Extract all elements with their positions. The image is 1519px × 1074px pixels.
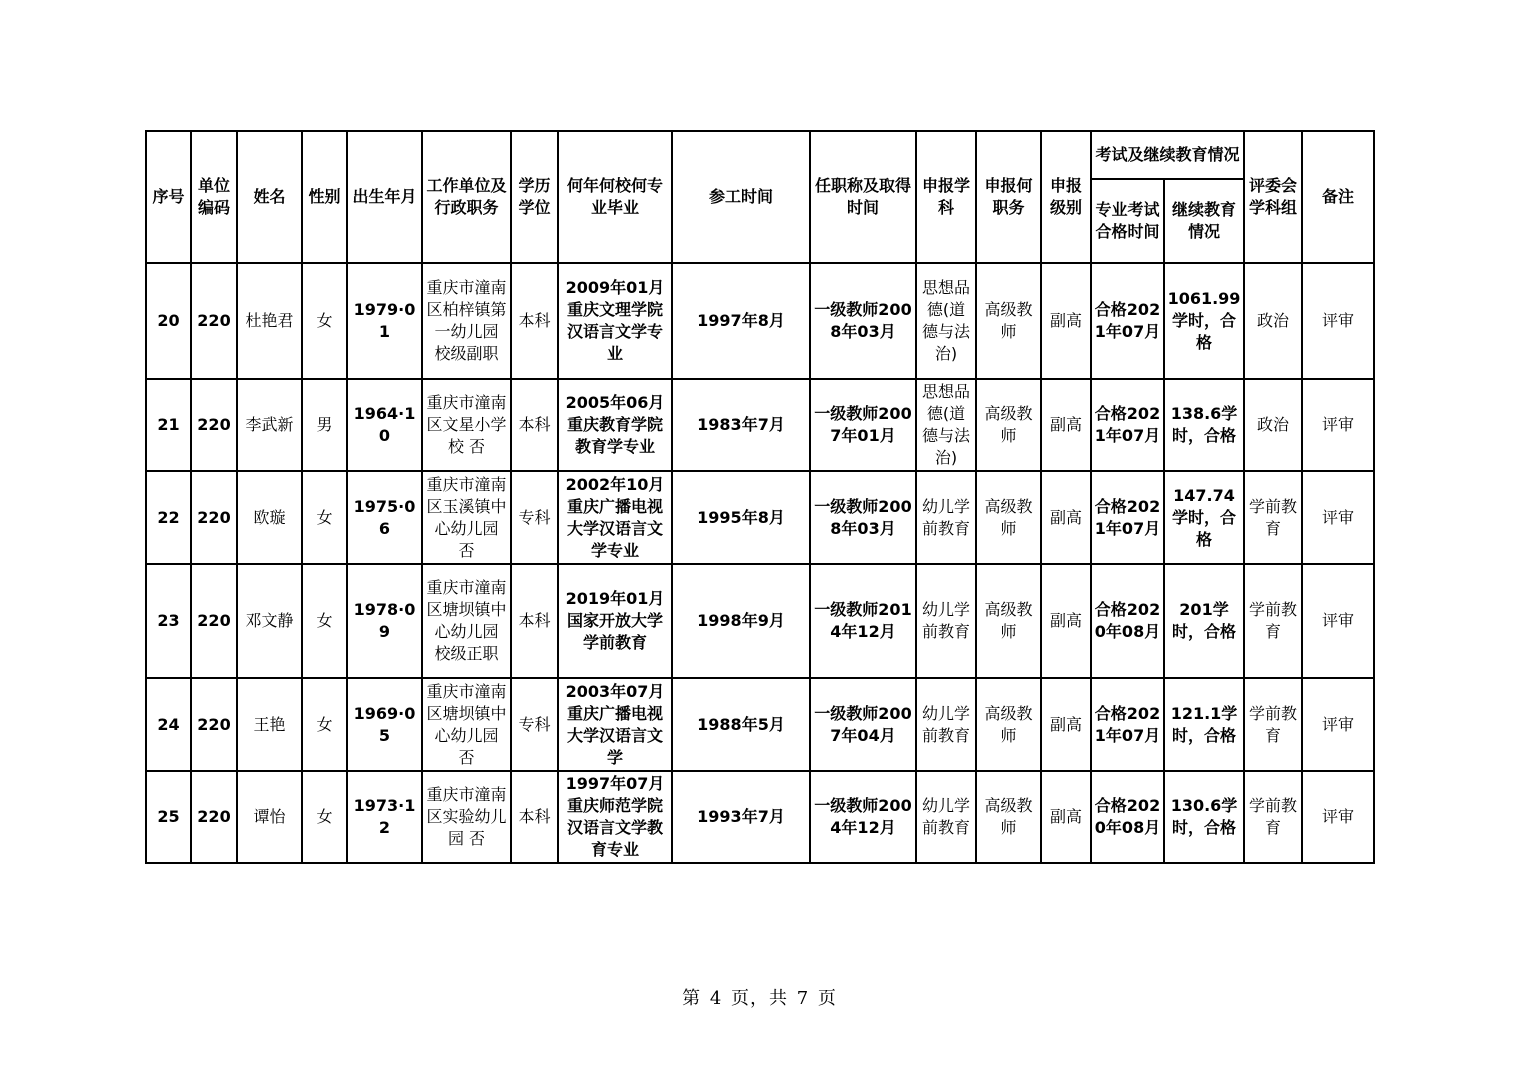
cell-work-start: 1983年7月: [672, 379, 810, 471]
cell-committee: 政治: [1244, 263, 1302, 379]
cell-seq: 23: [146, 564, 191, 678]
cell-title-time: 一级教师2014年12月: [810, 564, 916, 678]
cell-committee: 政治: [1244, 379, 1302, 471]
cell-level: 副高: [1041, 564, 1091, 678]
cell-education: 专科: [511, 471, 558, 564]
cell-committee: 学前教育: [1244, 678, 1302, 771]
cell-cont-edu: 147.74学时，合格: [1164, 471, 1244, 564]
cell-birth: 1969·05: [347, 678, 422, 771]
footer-suffix: 页: [817, 988, 837, 1009]
col-name: 姓名: [237, 131, 302, 263]
col-education: 学历学位: [511, 131, 558, 263]
cell-workplace: 重庆市潼南区实验幼儿园 否: [422, 771, 511, 863]
cell-education: 本科: [511, 263, 558, 379]
col-committee: 评委会学科组: [1244, 131, 1302, 263]
table-row: [146, 564, 1374, 678]
cell-workplace: 重庆市潼南区塘坝镇中心幼儿园 否: [422, 678, 511, 771]
cell-unit-code: 220: [191, 678, 237, 771]
cell-remark: 评审: [1302, 471, 1374, 564]
col-title-time: 任职称及取得时间: [810, 131, 916, 263]
cell-education: 本科: [511, 771, 558, 863]
footer-prefix: 第: [682, 988, 702, 1009]
cell-exam-pass: 合格2020年08月: [1091, 564, 1164, 678]
cell-unit-code: 220: [191, 379, 237, 471]
col-subject: 申报学科: [916, 131, 976, 263]
cell-subject: 幼儿学前教育: [916, 471, 976, 564]
cell-subject: 幼儿学前教育: [916, 678, 976, 771]
cell-level: 副高: [1041, 471, 1091, 564]
cell-remark: 评审: [1302, 771, 1374, 863]
table-row: [146, 678, 1374, 771]
cell-position: 高级教师: [976, 263, 1041, 379]
cell-workplace: 重庆市潼南区玉溪镇中心幼儿园 否: [422, 471, 511, 564]
cell-position: 高级教师: [976, 471, 1041, 564]
cell-title-time: 一级教师2004年12月: [810, 771, 916, 863]
cell-subject-text: 思想品德(道德与法治): [921, 382, 970, 467]
cell-position: 高级教师: [976, 678, 1041, 771]
cell-subject: 思想品德(道德与法治): [916, 263, 976, 379]
cell-graduation: 2003年07月重庆广播电视大学汉语言文学: [558, 678, 672, 771]
applicant-table: [145, 130, 1375, 864]
col-unit-code: 单位编码: [191, 131, 237, 263]
cell-subject: 幼儿学前教育: [916, 771, 976, 863]
cell-name: 欧璇: [237, 471, 302, 564]
cell-subject: [916, 379, 976, 471]
cell-cont-edu: 201学时，合格: [1164, 564, 1244, 678]
cell-remark: 评审: [1302, 379, 1374, 471]
cell-work-start: 1997年8月: [672, 263, 810, 379]
cell-gender: 女: [302, 471, 347, 564]
footer-mid: 页，共: [731, 988, 788, 1009]
cell-subject: 幼儿学前教育: [916, 564, 976, 678]
cell-position: 高级教师: [976, 771, 1041, 863]
table-row: [146, 263, 1374, 379]
cell-level: 副高: [1041, 263, 1091, 379]
cell-seq: 21: [146, 379, 191, 471]
cell-title-time: 一级教师2007年01月: [810, 379, 916, 471]
cell-title-time: 一级教师2007年04月: [810, 678, 916, 771]
cell-position: 高级教师: [976, 379, 1041, 471]
cell-name: 谭怡: [237, 771, 302, 863]
cell-exam-pass: 合格2021年07月: [1091, 263, 1164, 379]
footer-page: 4: [709, 988, 723, 1009]
cell-seq: 22: [146, 471, 191, 564]
cell-birth: 1979·01: [347, 263, 422, 379]
cell-workplace: 重庆市潼南区文星小学校 否: [422, 379, 511, 471]
col-seq: 序号: [146, 131, 191, 263]
page-footer: [0, 984, 1519, 1010]
cell-graduation: 2005年06月重庆教育学院教育学专业: [558, 379, 672, 471]
cell-title-time: 一级教师2008年03月: [810, 471, 916, 564]
cell-cont-edu: 121.1学时，合格: [1164, 678, 1244, 771]
cell-committee: 学前教育: [1244, 564, 1302, 678]
col-exam-group: 考试及继续教育情况: [1091, 131, 1244, 179]
cell-gender: 女: [302, 564, 347, 678]
table-body: [146, 263, 1374, 863]
cell-committee: 学前教育: [1244, 771, 1302, 863]
cell-remark: 评审: [1302, 263, 1374, 379]
cell-seq: 24: [146, 678, 191, 771]
cell-unit-code: 220: [191, 263, 237, 379]
col-graduation: 何年何校何专业毕业: [558, 131, 672, 263]
cell-education: 本科: [511, 379, 558, 471]
col-position: 申报何职务: [976, 131, 1041, 263]
col-exam-pass: 专业考试合格时间: [1091, 179, 1164, 263]
cell-education: 专科: [511, 678, 558, 771]
cell-exam-pass: 合格2021年07月: [1091, 471, 1164, 564]
cell-birth: 1973·12: [347, 771, 422, 863]
cell-education: 本科: [511, 564, 558, 678]
col-work-start: 参工时间: [672, 131, 810, 263]
col-birth: 出生年月: [347, 131, 422, 263]
col-level: 申报级别: [1041, 131, 1091, 263]
cell-work-start: 1998年9月: [672, 564, 810, 678]
footer-total: 7: [796, 988, 810, 1009]
cell-unit-code: 220: [191, 771, 237, 863]
cell-cont-edu: 130.6学时，合格: [1164, 771, 1244, 863]
cell-unit-code: 220: [191, 564, 237, 678]
cell-remark: 评审: [1302, 564, 1374, 678]
cell-position: 高级教师: [976, 564, 1041, 678]
cell-exam-pass: 合格2021年07月: [1091, 678, 1164, 771]
cell-graduation: 2002年10月重庆广播电视大学汉语言文学专业: [558, 471, 672, 564]
cell-graduation: 1997年07月重庆师范学院汉语言文学教育专业: [558, 771, 672, 863]
cell-birth: 1964·10: [347, 379, 422, 471]
cell-name: 王艳: [237, 678, 302, 771]
col-gender: 性别: [302, 131, 347, 263]
cell-graduation: 2009年01月重庆文理学院汉语言文学专业: [558, 263, 672, 379]
table-row: [146, 471, 1374, 564]
cell-work-start: 1988年5月: [672, 678, 810, 771]
cell-committee: 学前教育: [1244, 471, 1302, 564]
cell-remark: 评审: [1302, 678, 1374, 771]
cell-birth: 1975·06: [347, 471, 422, 564]
cell-title-time: 一级教师2008年03月: [810, 263, 916, 379]
cell-level: 副高: [1041, 379, 1091, 471]
cell-name: 杜艳君: [237, 263, 302, 379]
table-row: [146, 379, 1374, 471]
cell-gender: 男: [302, 379, 347, 471]
col-workplace: 工作单位及行政职务: [422, 131, 511, 263]
cell-gender: 女: [302, 263, 347, 379]
cell-seq: 25: [146, 771, 191, 863]
cell-graduation: 2019年01月国家开放大学学前教育: [558, 564, 672, 678]
table-row: [146, 771, 1374, 863]
cell-unit-code: 220: [191, 471, 237, 564]
cell-work-start: 1995年8月: [672, 471, 810, 564]
cell-work-start: 1993年7月: [672, 771, 810, 863]
cell-workplace: 重庆市潼南区塘坝镇中心幼儿园 校级正职: [422, 564, 511, 678]
cell-name: 邓文静: [237, 564, 302, 678]
cell-workplace: 重庆市潼南区柏梓镇第一幼儿园 校级副职: [422, 263, 511, 379]
cell-level: 副高: [1041, 678, 1091, 771]
cell-level: 副高: [1041, 771, 1091, 863]
col-remark: 备注: [1302, 131, 1374, 263]
cell-gender: 女: [302, 678, 347, 771]
cell-cont-edu: 138.6学时，合格: [1164, 379, 1244, 471]
header-row: [146, 131, 1374, 179]
cell-gender: 女: [302, 771, 347, 863]
cell-cont-edu: 1061.99学时，合格: [1164, 263, 1244, 379]
cell-exam-pass: 合格2021年07月: [1091, 379, 1164, 471]
cell-seq: 20: [146, 263, 191, 379]
cell-name: 李武新: [237, 379, 302, 471]
col-cont-edu: 继续教育情况: [1164, 179, 1244, 263]
cell-birth: 1978·09: [347, 564, 422, 678]
cell-exam-pass: 合格2020年08月: [1091, 771, 1164, 863]
